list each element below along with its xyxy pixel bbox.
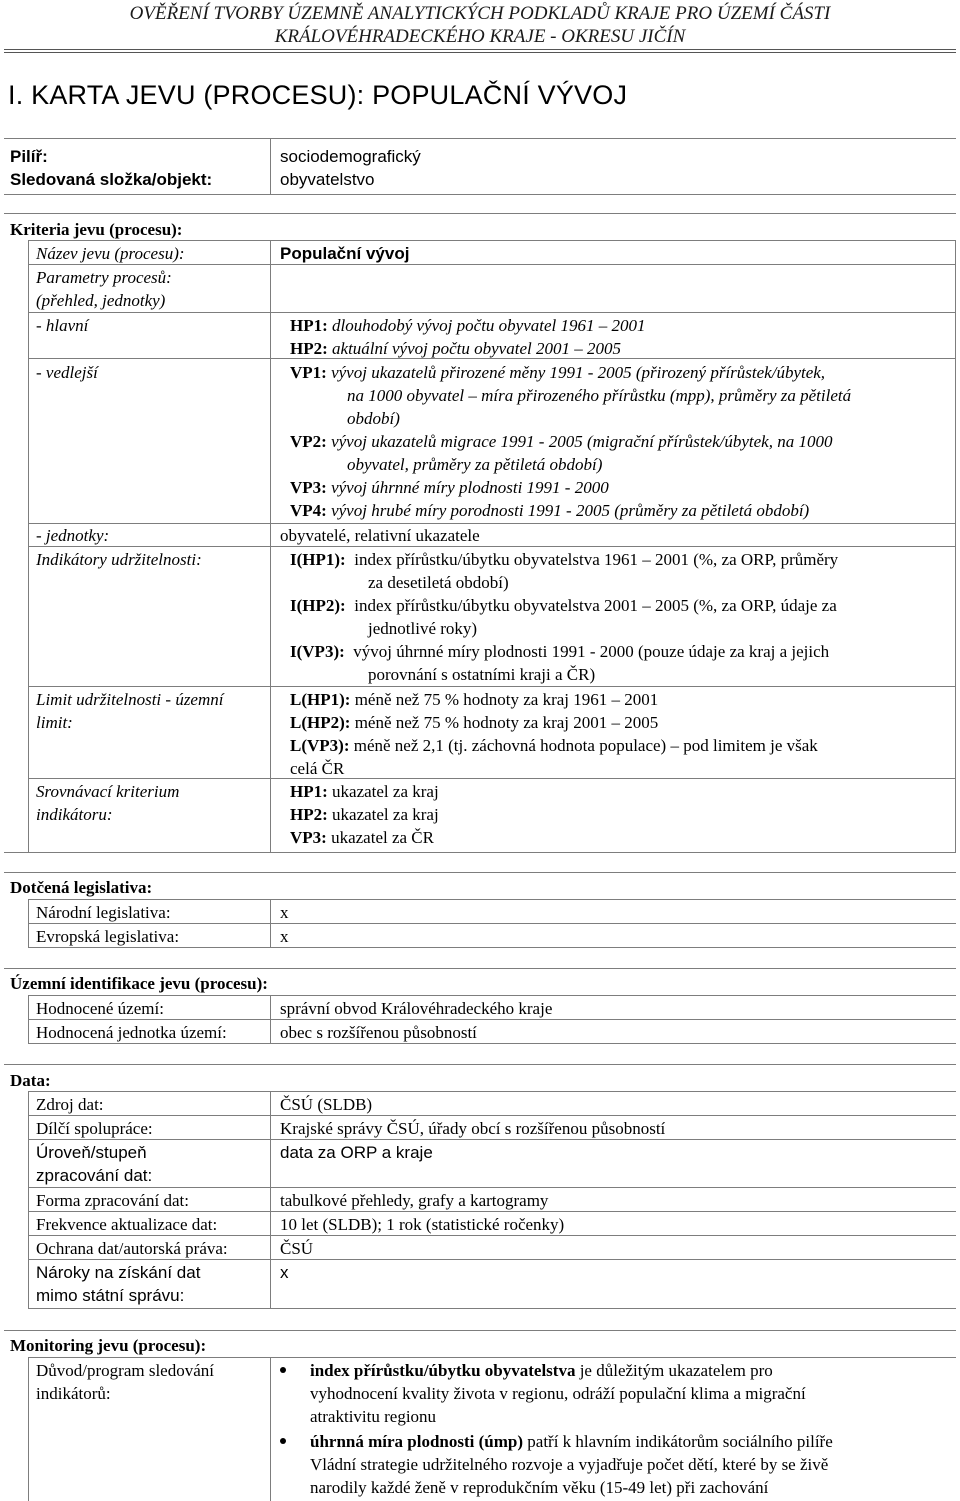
header-line-1: OVĚŘENÍ TVORBY ÚZEMNĚ ANALYTICKÝCH PODKLADŮ KRAJE PRO ÚZEMÍ ČÁSTI	[129, 3, 831, 24]
zdroj-value: ČSÚ (SLDB)	[280, 1095, 373, 1114]
divider	[28, 778, 956, 779]
pilir-label: Pilíř:	[10, 147, 48, 166]
divider	[4, 1330, 956, 1331]
ochrana-value: ČSÚ	[280, 1239, 314, 1258]
vp2-code: VP2:	[290, 432, 327, 451]
vedlejsi-label: - vedlejší	[36, 363, 98, 382]
jednotka-value: obec s rozšířenou působností	[280, 1023, 477, 1042]
divider	[28, 1115, 956, 1116]
divider	[28, 1357, 29, 1501]
page-title: I. KARTA JEVU (PROCESU): POPULAČNÍ VÝVOJ	[8, 80, 628, 110]
uzemi-value: správní obvod Královéhradeckého kraje	[280, 999, 553, 1018]
limit-label-2: limit:	[36, 713, 73, 732]
lvp3-text: méně než 2,1 (tj. záchovná hodnota populace) – pod limitem je však	[353, 736, 818, 755]
kriteria-heading: Kriteria jevu (procesu):	[10, 220, 183, 239]
uroven-label: Úroveň/stupeň	[36, 1143, 147, 1162]
header-rule-2	[4, 52, 956, 53]
indikatory-label: Indikátory udržitelnosti:	[36, 550, 202, 569]
lhp1-text: méně než 75 % hodnoty za kraj 1961 – 2001	[354, 690, 659, 709]
ihp1-text-2: za desetiletá období)	[368, 573, 509, 592]
naroky-value: x	[280, 1263, 289, 1282]
bullet-2-text: patří k hlavním indikátorům sociálního pilíře	[527, 1432, 833, 1451]
slozka-label: Sledovaná složka/objekt:	[10, 170, 213, 189]
frekvence-value: 10 let (SLDB); 1 rok (statistické ročenky)	[280, 1215, 565, 1234]
header-rule	[4, 49, 956, 50]
ihp2-text-2: jednotlivé roky)	[368, 619, 478, 638]
jednotky-label: - jednotky:	[36, 526, 110, 545]
divider	[4, 194, 956, 195]
hp1-text: dlouhodobý vývoj počtu obyvatel 1961 – 2001	[332, 316, 646, 335]
divider	[4, 872, 956, 873]
ihp1-code: I(HP1):	[290, 550, 346, 569]
bullet-1-text: je důležitým ukazatelem pro	[579, 1361, 773, 1380]
naroky-label: Nároky na získání dat	[36, 1263, 201, 1282]
divider	[28, 240, 956, 241]
divider	[28, 312, 956, 313]
vp1-code: VP1:	[290, 363, 327, 382]
lvp3-text-2: celá ČR	[290, 759, 345, 778]
parametry-label-2: (přehled, jednotky)	[36, 291, 166, 310]
lhp2-code: L(HP2):	[290, 713, 351, 732]
parametry-label: Parametry procesů:	[36, 268, 172, 287]
duvod-label-2: indikátorů:	[36, 1384, 111, 1403]
divider	[28, 1308, 956, 1309]
naroky-label-2: mimo státní správu:	[36, 1286, 185, 1305]
bullet-2-bold: úhrnná míra plodnosti (úmp)	[310, 1432, 524, 1451]
evropska-value: x	[280, 927, 289, 946]
spoluprace-value: Krajské správy ČSÚ, úřady obcí s rozšířenou působností	[280, 1119, 666, 1138]
divider	[28, 1187, 956, 1188]
vp1-text-2: na 1000 obyvatel – míra přirozeného přírůstku (mpp), průměry za pětiletá	[347, 386, 852, 405]
s-vp3-text: ukazatel za ČR	[331, 828, 434, 847]
nazev-value: Populační vývoj	[280, 244, 410, 263]
divider	[28, 686, 956, 687]
data-heading: Data:	[10, 1071, 51, 1090]
lhp2-text: méně než 75 % hodnoty za kraj 2001 – 2005	[354, 713, 659, 732]
divider	[270, 1091, 271, 1308]
ivp3-code: I(VP3):	[290, 642, 345, 661]
uzemi-label: Hodnocené území:	[36, 999, 164, 1018]
vp2-text: vývoj ukazatelů migrace 1991 - 2005 (migrační přírůstek/úbytek, na 1000	[331, 432, 833, 451]
bullet-2-text-3: narodily každé ženě v reprodukčním věku (15-49 let) při zachování	[310, 1478, 769, 1497]
srovnavaci-label-2: indikátoru:	[36, 805, 113, 824]
uzemni-heading: Územní identifikace jevu (procesu):	[10, 974, 268, 993]
divider	[28, 546, 956, 547]
uroven-label-2: zpracování dat:	[36, 1166, 153, 1185]
frekvence-label: Frekvence aktualizace dat:	[36, 1215, 218, 1234]
ihp2-text: index přírůstku/úbytku obyvatelstva 2001 – 2005 (%, za ORP, údaje za	[354, 596, 837, 615]
hlavni-label: - hlavní	[36, 316, 89, 335]
slozka-value: obyvatelstvo	[280, 170, 375, 189]
vp1-text-3: období)	[347, 409, 400, 428]
bullet-2-text-2: Vládní strategie udržitelného rozvoje a vyjadřuje počet dětí, které by se živě	[310, 1455, 829, 1474]
evropska-label: Evropská legislativa:	[36, 927, 180, 946]
ivp3-text-2: porovnání s ostatními kraji a ČR)	[368, 665, 596, 684]
hp1-code: HP1:	[290, 316, 328, 335]
ihp2-code: I(HP2):	[290, 596, 346, 615]
zdroj-label: Zdroj dat:	[36, 1095, 104, 1114]
divider	[28, 899, 956, 900]
ochrana-label: Ochrana dat/autorská práva:	[36, 1239, 228, 1258]
uroven-value: data za ORP a kraje	[280, 1143, 433, 1162]
jednotka-label: Hodnocená jednotka území:	[36, 1023, 227, 1042]
ihp1-text: index přírůstku/úbytku obyvatelstva 1961 – 2001 (%, za ORP, průměry	[354, 550, 839, 569]
hp2-code: HP2:	[290, 339, 328, 358]
vp3-text: vývoj úhrnné míry plodnosti 1991 - 2000	[331, 478, 609, 497]
divider	[270, 138, 271, 194]
lvp3-code: L(VP3):	[290, 736, 350, 755]
s-hp2-text: ukazatel za kraj	[332, 805, 439, 824]
divider	[4, 138, 956, 139]
divider	[4, 1064, 956, 1065]
divider	[4, 852, 956, 853]
divider	[4, 213, 956, 214]
divider	[28, 995, 956, 996]
s-vp3-code: VP3:	[290, 828, 327, 847]
forma-label: Forma zpracování dat:	[36, 1191, 189, 1210]
vp4-code: VP4:	[290, 501, 327, 520]
bullet-icon	[280, 1367, 286, 1373]
narodni-value: x	[280, 903, 289, 922]
divider	[4, 968, 956, 969]
bullet-1-text-2: vyhodnocení kvality života v regionu, odráží populační klima a migrační	[310, 1384, 806, 1403]
vp3-code: VP3:	[290, 478, 327, 497]
hp2-text: aktuální vývoj počtu obyvatel 2001 – 2005	[332, 339, 621, 358]
vp2-text-2: obyvatel, průměry za pětiletá období)	[347, 455, 603, 474]
vp4-text: vývoj hrubé míry porodnosti 1991 - 2005 (průměry za pětiletá období)	[331, 501, 810, 520]
divider	[28, 1091, 29, 1308]
vp1-text: vývoj ukazatelů přirozené měny 1991 - 2005 (přirozený přírůstek/úbytek,	[331, 363, 826, 382]
divider	[28, 1357, 956, 1358]
divider	[270, 1357, 271, 1501]
nazev-label: Název jevu (procesu):	[36, 244, 185, 263]
s-hp1-code: HP1:	[290, 782, 328, 801]
ivp3-text: vývoj úhrnné míry plodnosti 1991 - 2000 (pouze údaje za kraj a jejich	[353, 642, 830, 661]
s-hp2-code: HP2:	[290, 805, 328, 824]
spoluprace-label: Dílčí spolupráce:	[36, 1119, 153, 1138]
duvod-label: Důvod/program sledování	[36, 1361, 214, 1380]
document-header	[0, 2, 960, 48]
legislativa-heading: Dotčená legislativa:	[10, 878, 153, 897]
bullet-1-bold: index přírůstku/úbytku obyvatelstva	[310, 1361, 576, 1380]
bullet-icon	[280, 1438, 286, 1444]
monitoring-heading: Monitoring jevu (procesu):	[10, 1336, 207, 1355]
pilir-value: sociodemografický	[280, 147, 421, 166]
limit-label: Limit udržitelnosti - územní	[36, 690, 224, 709]
forma-value: tabulkové přehledy, grafy a kartogramy	[280, 1191, 549, 1210]
header-line-2: KRÁLOVÉHRADECKÉHO KRAJE - OKRESU JIČÍN	[274, 26, 686, 47]
divider	[28, 523, 956, 524]
bullet-1-text-3: atraktivitu regionu	[310, 1407, 437, 1426]
s-hp1-text: ukazatel za kraj	[332, 782, 439, 801]
srovnavaci-label: Srovnávací kriterium	[36, 782, 180, 801]
lhp1-code: L(HP1):	[290, 690, 351, 709]
jednotky-value: obyvatelé, relativní ukazatele	[280, 526, 480, 545]
narodni-label: Národní legislativa:	[36, 903, 171, 922]
divider	[28, 1091, 956, 1092]
